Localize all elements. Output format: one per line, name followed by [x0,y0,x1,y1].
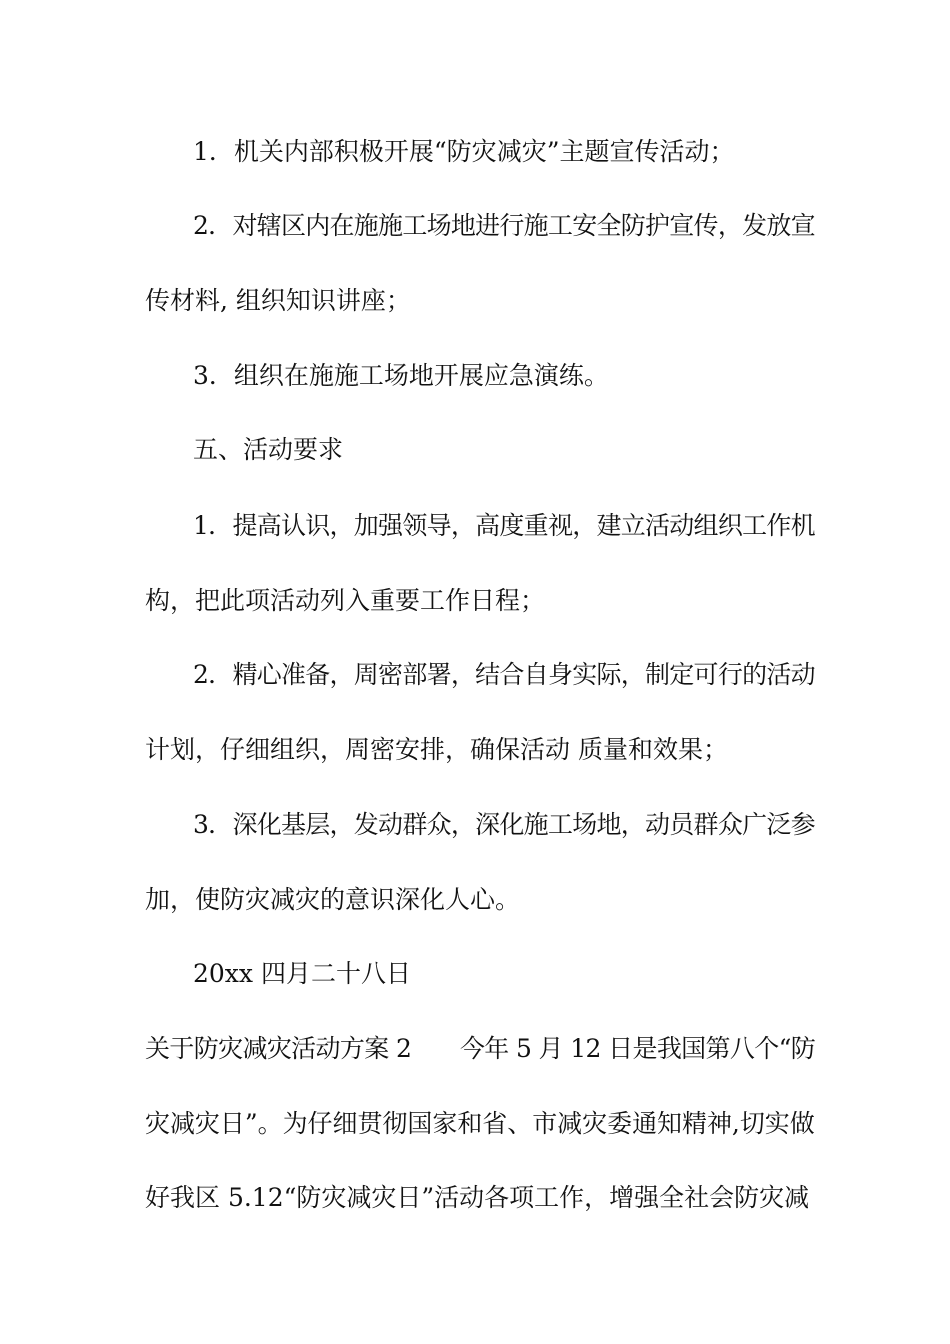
date-line: 20xx 四月二十八日 [193,959,411,988]
paragraph-line: 2．对辖区内在施施工场地进行施工安全防护宣传，发放宣 [193,211,815,240]
section-heading: 五、活动要求 [193,435,344,464]
paragraph-line: 传材料, 组织知识讲座； [145,286,411,315]
paragraph-line: 关于防灾减灾活动方案 2 今年 5 月 12 日是我国第八个“防 [145,1034,816,1063]
paragraph-line: 3．深化基层，发动群众，深化施工场地，动员群众广泛参 [193,810,815,839]
paragraph-line: 3．组织在施施工场地开展应急演练。 [193,361,609,390]
paragraph-line: 好我区 5.12“防灾减灾日”活动各项工作，增强全社会防灾减 [145,1183,810,1212]
paragraph-line: 1．提高认识，加强领导，高度重视，建立活动组织工作机 [193,511,815,540]
paragraph-line: 灾减灾日”。为仔细贯彻国家和省、市减灾委通知精神,切实做 [145,1109,815,1138]
paragraph-line: 构，把此项活动列入重要工作日程； [145,586,546,615]
paragraph-line: 计划，仔细组织，周密安排，确保活动 质量和效果； [145,735,728,764]
paragraph-line: 1．机关内部积极开展“防灾减灾”主题宣传活动； [193,137,735,166]
paragraph-line: 2．精心准备，周密部署，结合自身实际，制定可行的活动 [193,660,815,689]
paragraph-line: 加，使防灾减灾的意识深化人心。 [145,885,521,914]
